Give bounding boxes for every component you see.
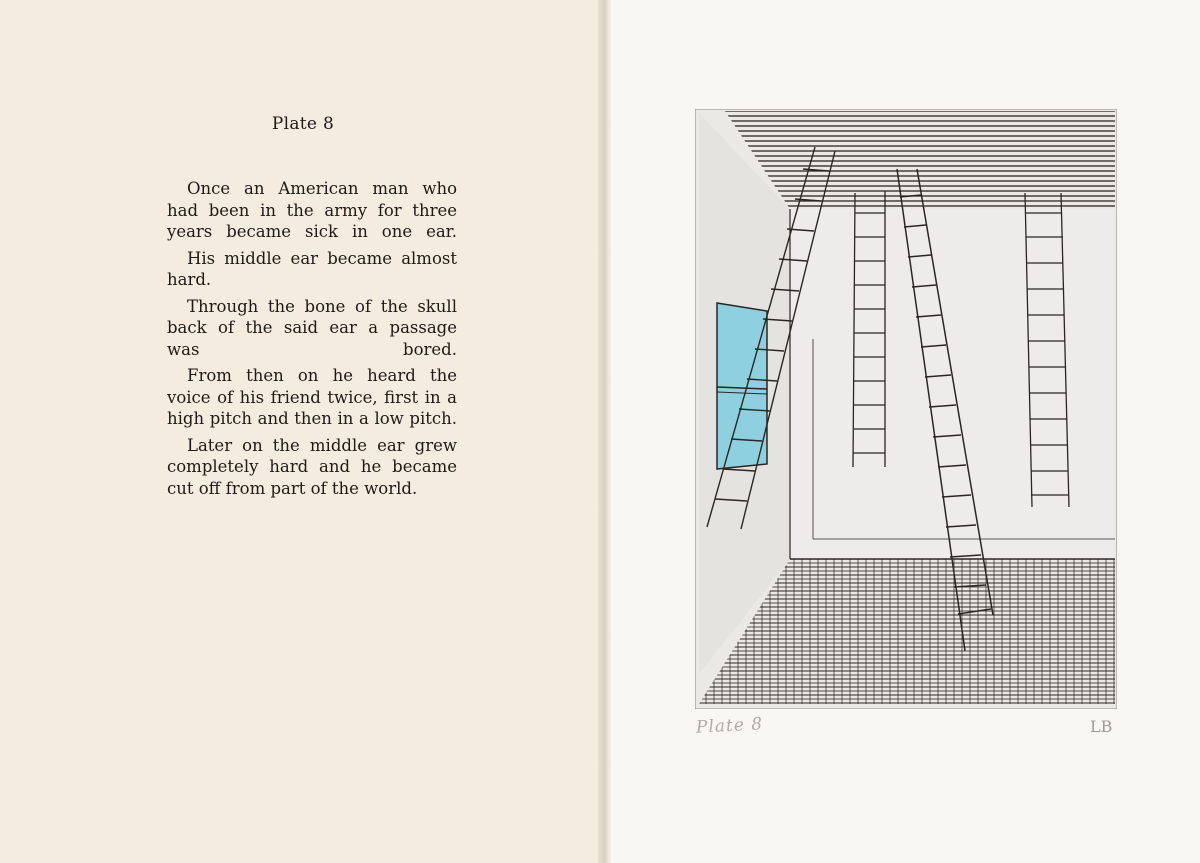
poem-paragraph: Later on the middle ear grew completely hard and he became cut off from part of the world. — [167, 435, 457, 498]
poem-paragraph: From then on he heard the voice of his friend twice, first in a high pitch and then in a low pitch. — [167, 366, 457, 428]
artist-signature: LB — [1090, 717, 1113, 736]
poem-text — [167, 178, 457, 504]
plate-title: Plate 8 — [271, 114, 335, 134]
poem-paragraph: Through the bone of the skull back of the said ear a passage was bored. — [167, 296, 457, 359]
poem-paragraph: Once an American man who had been in the army for three years became sick in one ear. — [167, 179, 457, 241]
pencil-inscription: Plate 8 — [695, 714, 764, 738]
poem-paragraph: His middle ear became almost hard. — [167, 248, 457, 289]
window — [717, 303, 767, 469]
etching-plate — [695, 109, 1117, 709]
ceiling-hatching — [725, 111, 1115, 209]
